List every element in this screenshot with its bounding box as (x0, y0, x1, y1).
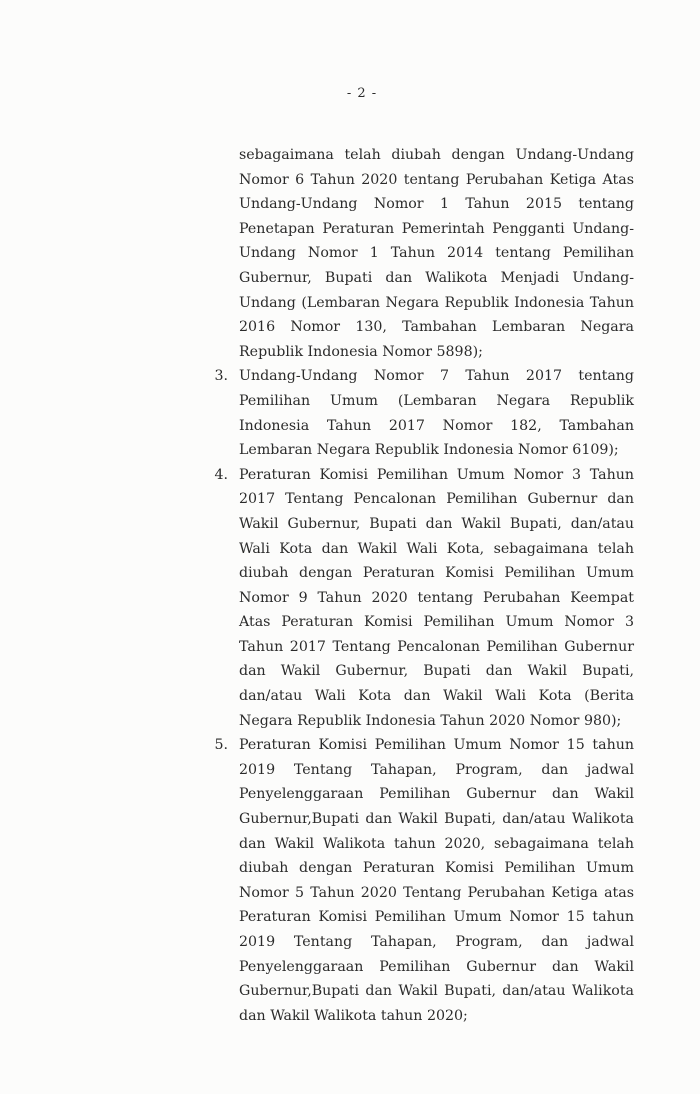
list-item (214, 364, 634, 462)
document-body (214, 143, 634, 1028)
list-item-text: Peraturan Komisi Pemilihan Umum Nomor 3 Tahun 2017 Tentang Pencalonan Pemilihan Gubernur dan Wakil Gubernur, Bupati dan Wakil Bupati, dan/atau Wali Kota dan Wakil Wali Kota, sebagaimana telah diubah dengan Peraturan Komisi Pemilihan Umum Nomor 9 Tahun 2020 tentang Perubahan Keempat Atas Peraturan Komisi Pemilihan Umum Nomor 3 Tahun 2017 Tentang Pencalonan Pemilihan Gubernur dan Wakil Gubernur, Bupati dan Wakil Bupati, dan/atau Wali Kota dan Wakil Wali Kota (Berita Negara Republik Indonesia Tahun 2020 Nomor 980); (239, 466, 634, 729)
list-item-text: Undang-Undang Nomor 7 Tahun 2017 tentang Pemilihan Umum (Lembaran Negara Republik Indonesia Tahun 2017 Nomor 182, Tambahan Lembaran Negara Republik Indonesia Nomor 6109); (239, 368, 634, 459)
continuation-paragraph: sebagaimana telah diubah dengan Undang-Undang Nomor 6 Tahun 2020 tentang Perubahan Ketiga Atas Undang-Undang Nomor 1 Tahun 2015 tentang Penetapan Peraturan Pemerintah Pengganti Undang-Undang Nomor 1 Tahun 2014 tentang Pemilihan Gubernur, Bupati dan Walikota Menjadi Undang-Undang (Lembaran Negara Republik Indonesia Tahun 2016 Nomor 130, Tambahan Lembaran Negara Republik Indonesia Nomor 5898); (239, 147, 634, 360)
list-item-number: 5. (214, 737, 228, 754)
list-item-number: 3. (214, 368, 228, 385)
list-item (214, 733, 634, 1028)
page-number: - 2 - (346, 86, 378, 101)
legal-basis-list (214, 364, 634, 1028)
list-item (214, 463, 634, 734)
list-item-text: Peraturan Komisi Pemilihan Umum Nomor 15 tahun 2019 Tentang Tahapan, Program, dan jadwal Penyelenggaraan Pemilihan Gubernur dan Wakil Gubernur,Bupati dan Wakil Bupati, dan/atau Walikota dan Wakil Walikota tahun 2020, sebagaimana telah diubah dengan Peraturan Komisi Pemilihan Umum Nomor 5 Tahun 2020 Tentang Perubahan Ketiga atas Peraturan Komisi Pemilihan Umum Nomor 15 tahun 2019 Tentang Tahapan, Program, dan jadwal Penyelenggaraan Pemilihan Gubernur dan Wakil Gubernur,Bupati dan Wakil Bupati, dan/atau Walikota dan Wakil Walikota tahun 2020; (239, 737, 634, 1024)
list-item-number: 4. (214, 466, 228, 483)
